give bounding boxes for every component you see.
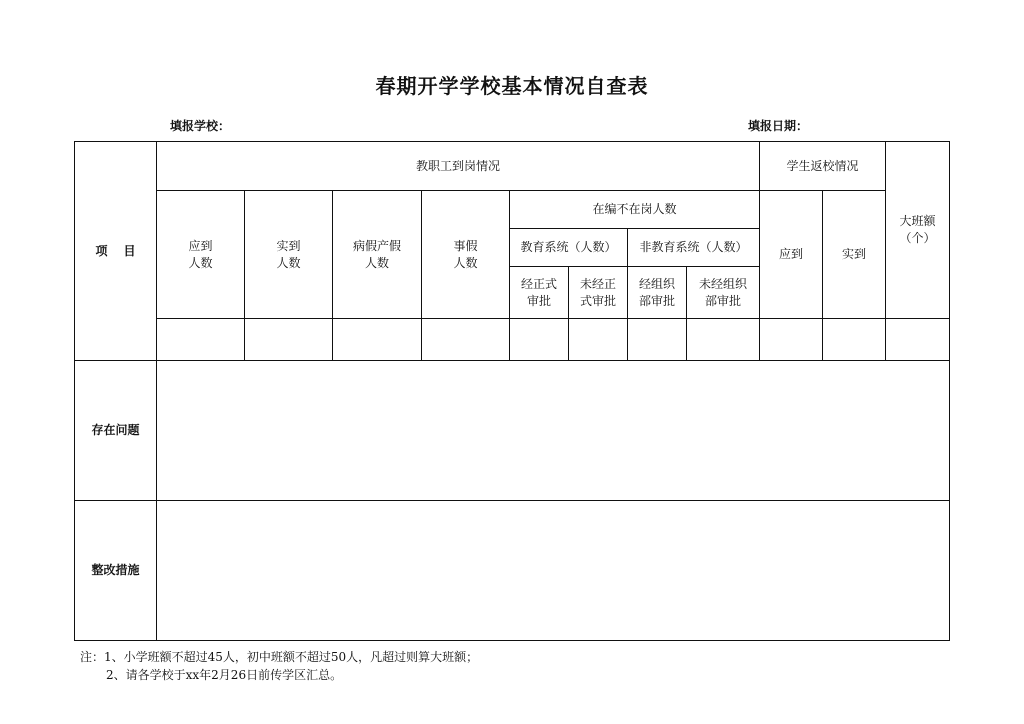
personal-leave-input[interactable] [422,319,510,361]
org-approved-header: 经组织 部审批 [628,267,687,319]
formal-approved-header: 经正式 审批 [510,267,569,319]
org-approved-input[interactable] [628,319,687,361]
sick-leave-header: 病假产假 人数 [333,191,422,319]
note-line-1: 注：1、小学班额不超过45人，初中班额不超过50人，凡超过则算大班额； [80,650,479,664]
non-edu-system-header: 非教育系统（人数） [628,229,760,267]
student-should-input[interactable] [760,319,823,361]
item-header: 项目 [75,142,157,361]
actual-arrive-input[interactable] [245,319,333,361]
student-should-header: 应到 [760,191,823,319]
on-staff-absent-header: 在编不在岗人数 [510,191,760,229]
large-class-header: 大班额 （个） [886,142,950,319]
problems-label: 存在问题 [75,361,157,501]
not-org-approved-input[interactable] [687,319,760,361]
rectify-input[interactable] [157,501,950,641]
rectify-label: 整改措施 [75,501,157,641]
sick-leave-input[interactable] [333,319,422,361]
self-check-table [74,141,950,641]
problems-input[interactable] [157,361,950,501]
student-group-header: 学生返校情况 [760,142,886,191]
student-actual-header: 实到 [823,191,886,319]
should-arrive-header: 应到 人数 [157,191,245,319]
large-class-input[interactable] [886,319,950,361]
student-actual-input[interactable] [823,319,886,361]
actual-arrive-header: 实到 人数 [245,191,333,319]
edu-system-header: 教育系统（人数） [510,229,628,267]
note-line-2: 2、请各学校于xx年2月26日前传学区汇总。 [106,668,343,682]
not-formal-approved-input[interactable] [569,319,628,361]
should-arrive-input[interactable] [157,319,245,361]
form-title: 春期开学学校基本情况自查表 [375,74,649,98]
not-formal-approved-header: 未经正 式审批 [569,267,628,319]
date-label: 填报日期： [748,119,809,133]
notes [80,648,478,684]
personal-leave-header: 事假 人数 [422,191,510,319]
staff-group-header: 教职工到岗情况 [157,142,760,191]
not-org-approved-header: 未经组织 部审批 [687,267,760,319]
school-label: 填报学校： [170,119,231,133]
formal-approved-input[interactable] [510,319,569,361]
